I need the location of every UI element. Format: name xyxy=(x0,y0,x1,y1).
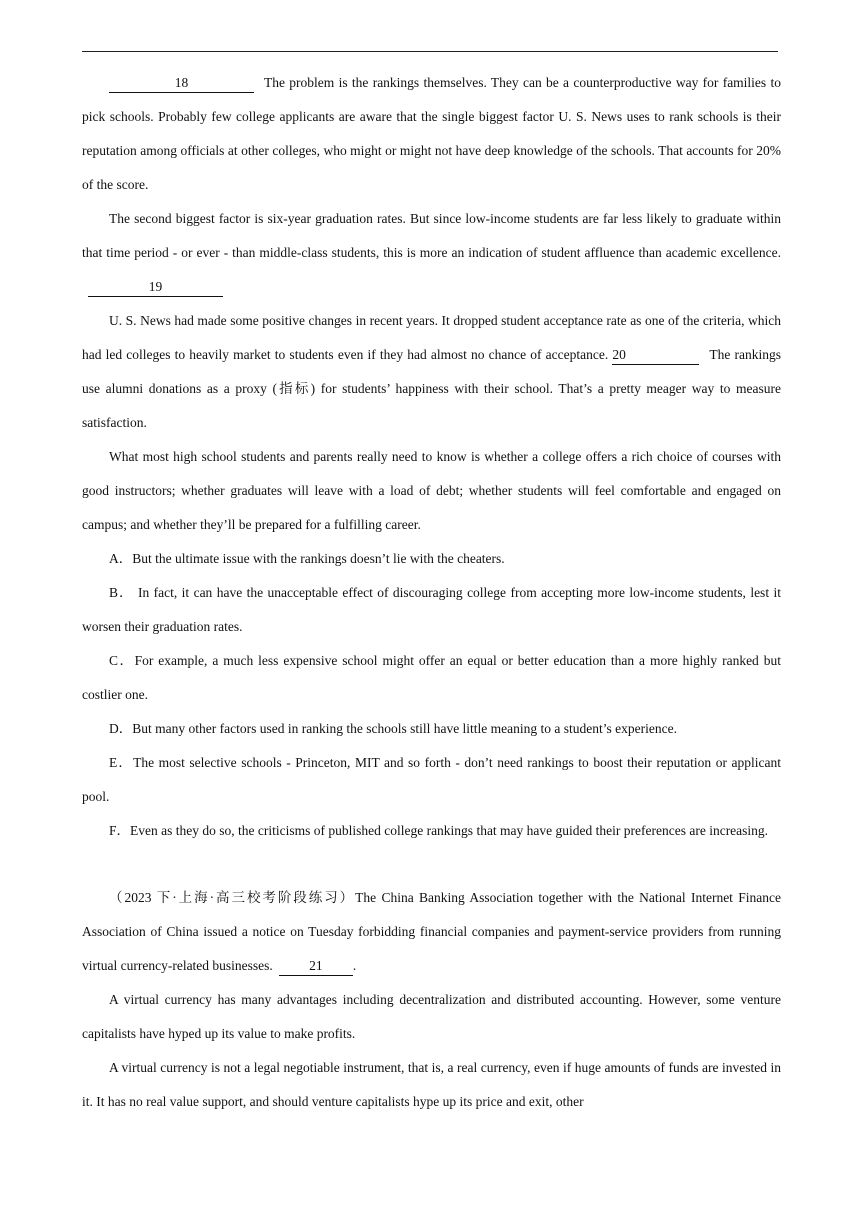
option-letter: A． xyxy=(109,551,133,566)
p2-1-text: The China Banking Association together with the National Internet Finance Association of China issued a notice on Tuesday forbidding financial companies and payment-service providers from running virtual currency-related businesses. xyxy=(82,890,782,973)
source-tag: （2023 下·上海·高三校考阶段练习） xyxy=(109,890,356,905)
option-text: In fact, it can have the unacceptable effect of discouraging college from accepting more low-income students, lest it worsen their graduation rates. xyxy=(82,585,781,634)
p2-3-paragraph xyxy=(82,1051,781,1119)
p3-text-after: The rankings use alumni donations as a proxy (指标) for students’ happiness with their school. That’s a pretty meager way to measure satisfaction. xyxy=(82,347,782,430)
option-letter: C． xyxy=(109,653,135,668)
option-text: For example, a much less expensive school might offer an equal or better education than a more highly ranked but costlier one. xyxy=(82,653,781,702)
p2-1-paragraph xyxy=(82,881,781,983)
passage-gap xyxy=(82,848,781,881)
blank-21: 21 xyxy=(279,957,353,976)
p2-1-end: . xyxy=(352,958,357,973)
option-text: The most selective schools - Princeton, MIT and so forth - don’t need rankings to boost their reputation or applicant pool. xyxy=(82,755,781,804)
p2-paragraph xyxy=(82,202,781,304)
p1-text: The problem is the rankings themselves. They can be a counterproductive way for families to pick schools. Probably few college applicants are aware that the single biggest factor U. S. News uses to rank schools is their reputation among officials at other colleges, who might or might not have deep knowledge of the schools. That accounts for 20% of the score. xyxy=(82,75,781,192)
option-e xyxy=(82,746,781,814)
blank-19: 19 xyxy=(88,278,223,297)
blank-20: 20 xyxy=(612,346,699,365)
option-text: Even as they do so, the criticisms of published college rankings that may have guided their preferences are increasing. xyxy=(130,823,769,838)
p4-text: What most high school students and parents really need to know is whether a college offers a rich choice of courses with good instructors; whether graduates will leave with a load of debt; whether students will feel comfortable and engaged on campus; and whether they’ll be prepared for a fulfilling career. xyxy=(82,449,781,532)
option-b xyxy=(82,576,781,644)
option-text: But the ultimate issue with the rankings doesn’t lie with the cheaters. xyxy=(132,551,505,566)
p2-3-text: A virtual currency is not a legal negotiable instrument, that is, a real currency, even if huge amounts of funds are invested in it. It has no real value support, and should venture capitalists hype up its price and exit, other xyxy=(82,1060,781,1109)
option-a xyxy=(82,542,781,576)
option-letter: D． xyxy=(109,721,133,736)
p2-2-paragraph xyxy=(82,983,781,1051)
option-text: But many other factors used in ranking the schools still have little meaning to a student’s experience. xyxy=(132,721,677,736)
blank-18: 18 xyxy=(109,74,254,93)
header-rule xyxy=(82,51,778,52)
p3-text-before: U. S. News had made some positive changes in recent years. It dropped student acceptance rate as one of the criteria, which had led colleges to heavily market to students even if they had almost no chance of acceptance. xyxy=(82,313,781,362)
p1-paragraph xyxy=(82,66,781,202)
option-c xyxy=(82,644,781,712)
document-body xyxy=(82,66,781,1119)
option-letter: B． xyxy=(109,585,134,600)
option-letter: E． xyxy=(109,755,134,770)
p3-paragraph xyxy=(82,304,781,440)
option-f xyxy=(82,814,781,848)
p2-2-text: A virtual currency has many advantages including decentralization and distributed accounting. However, some venture capitalists have hyped up its value to make profits. xyxy=(82,992,781,1041)
option-letter: F． xyxy=(109,823,131,838)
p4-paragraph xyxy=(82,440,781,542)
p2-text: The second biggest factor is six-year graduation rates. But since low-income students are far less likely to graduate within that time period - or ever - than middle-class students, this is more an indication of student affluence than academic excellence. xyxy=(82,211,781,260)
option-d xyxy=(82,712,781,746)
